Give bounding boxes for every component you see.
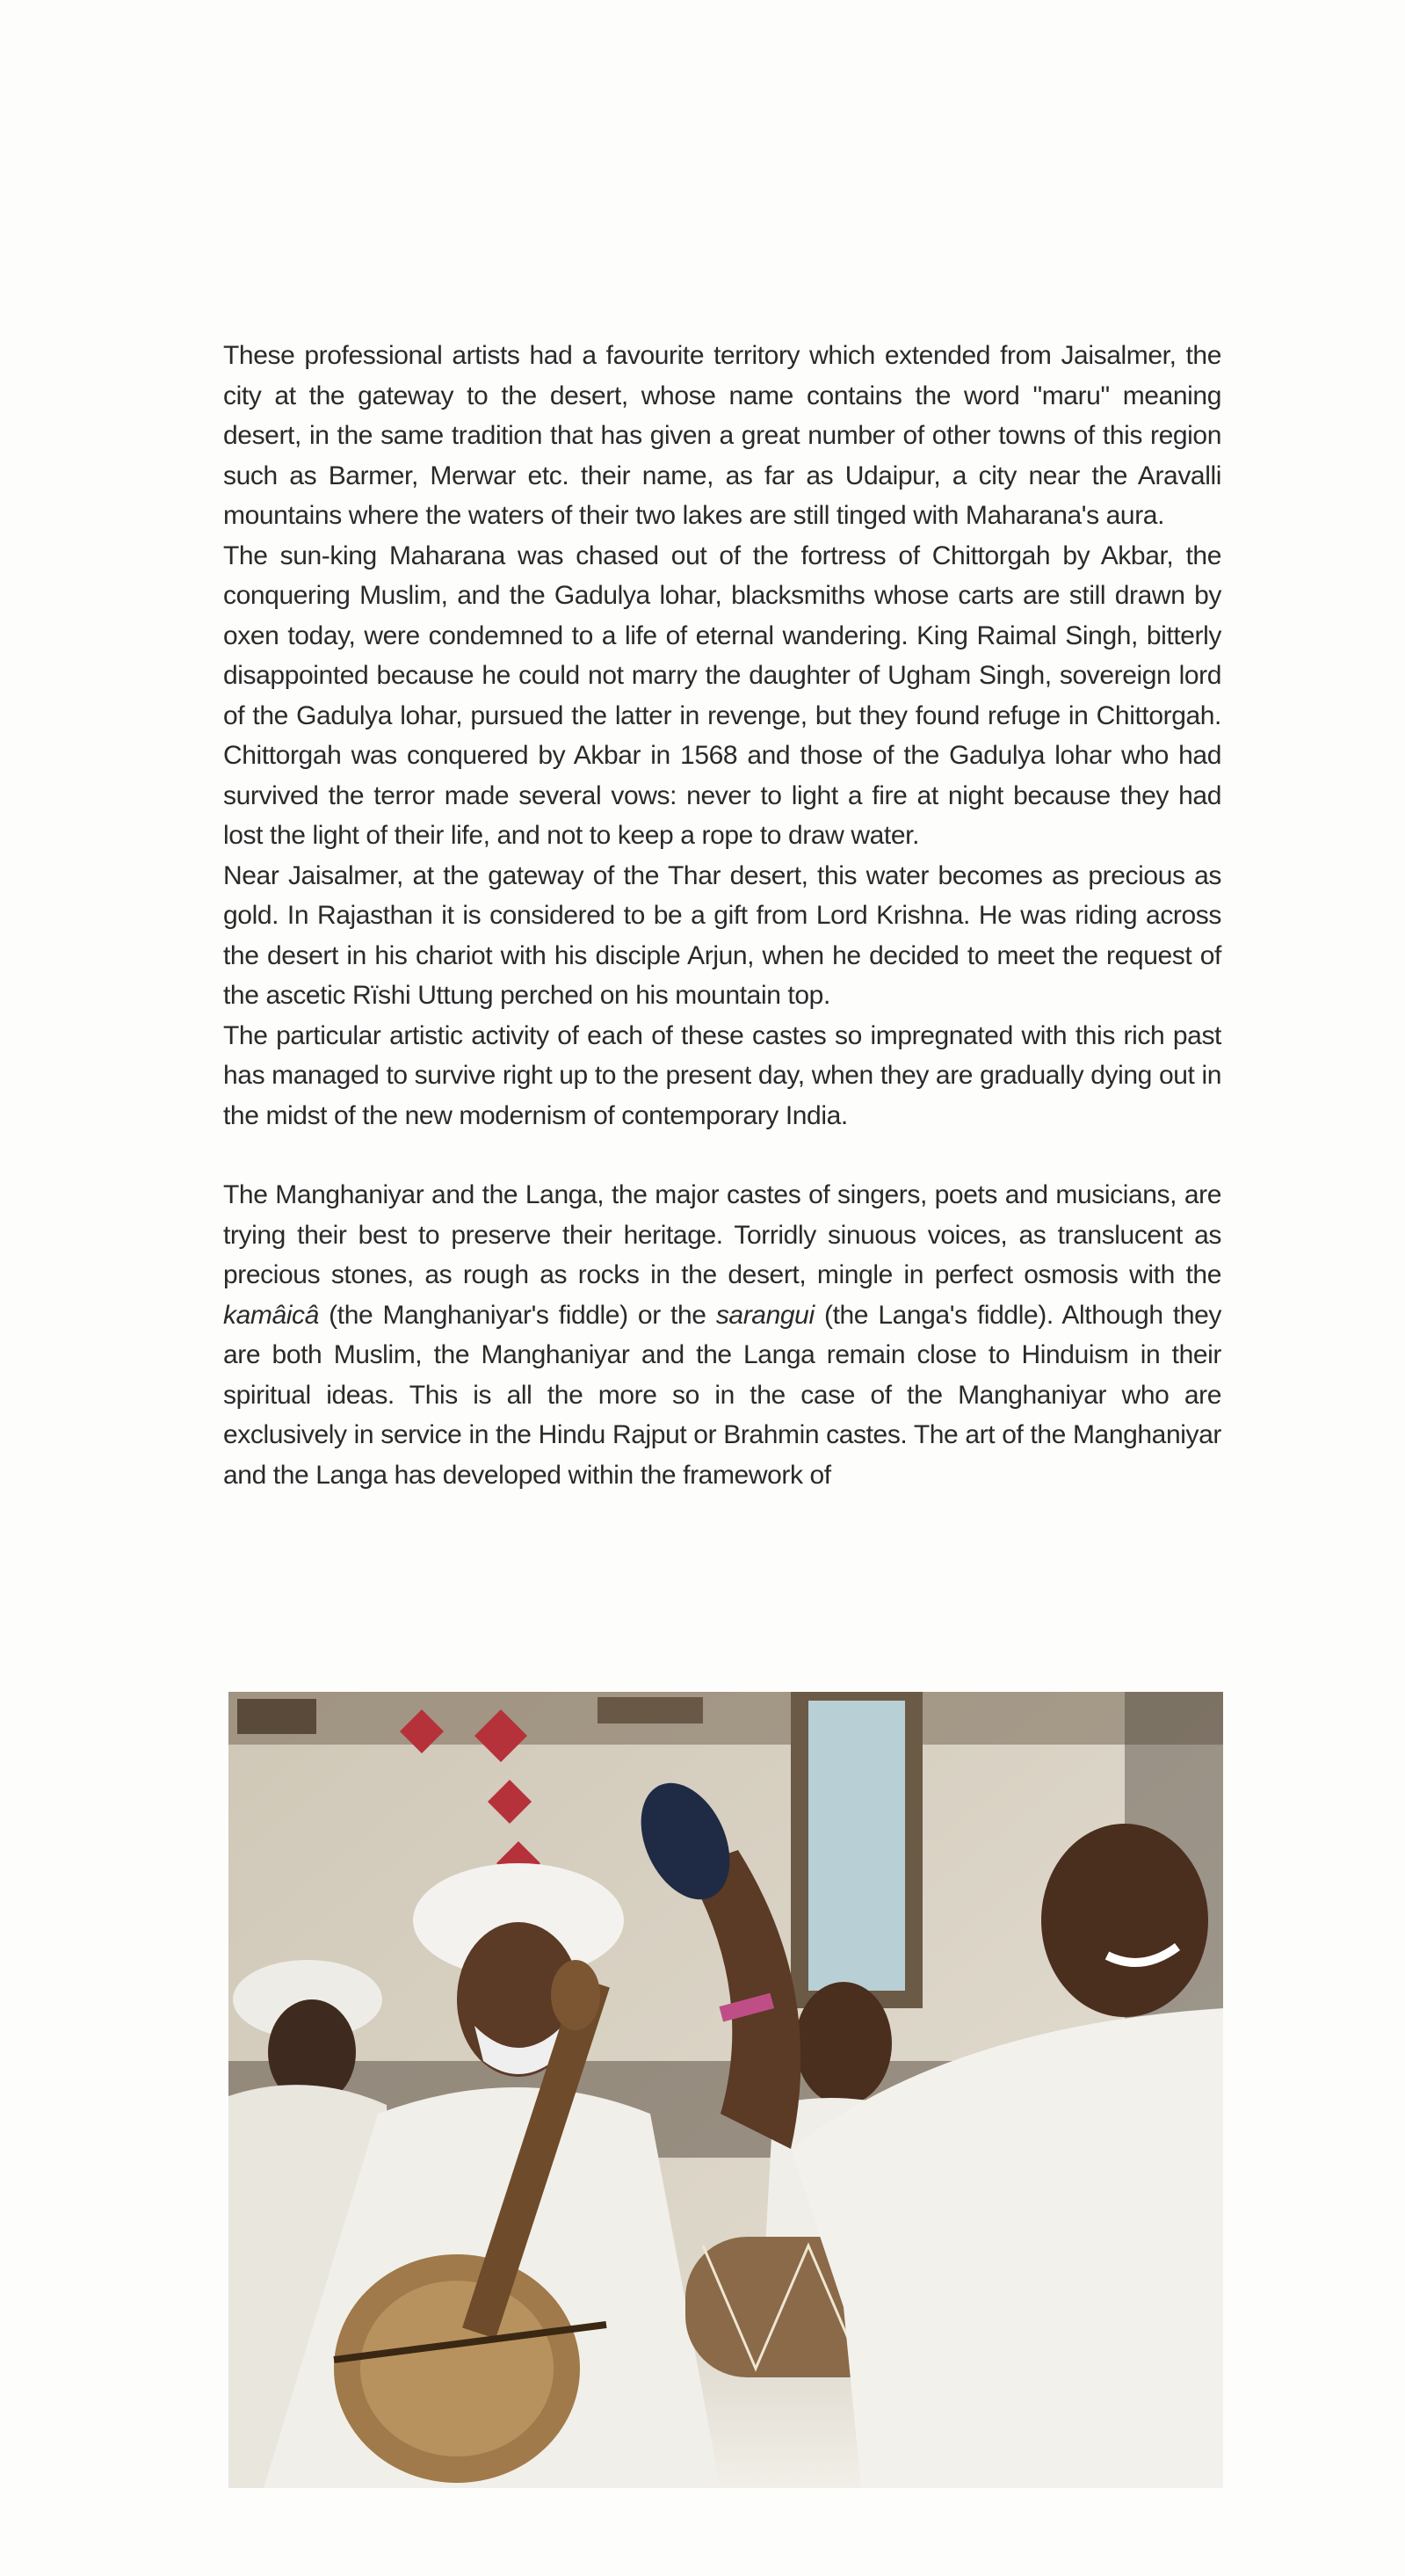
shelf-object: [237, 1699, 316, 1734]
shelf-shape: [228, 1692, 1223, 1745]
paragraph-1c: Near Jaisalmer, at the gateway of the Thar desert, this water becomes as precious as gold. In Rajasthan it is considered to be a gift from Lord Krishna. He was riding across the desert in his chariot with his disciple Arjun, when he decided to meet the request of the ascetic Rïshi Uttung perched on his mountain top.: [223, 860, 1221, 1010]
musicians-photo-icon: [228, 1692, 1223, 2488]
term-kamaica: kamâicâ: [223, 1300, 319, 1330]
shelf-object: [597, 1697, 703, 1723]
paragraph-1b: The sun-king Maharana was chased out of the fortress of Chittorgah by Akbar, the conquering Muslim, and the Gadulya lohar, blacksmiths whose carts are still drawn by oxen today, were condemned to a life of eternal wandering. King Raimal Singh, bitterly disappointed because he could not marry the daughter of Ugham Singh, sovereign lord of the Gadulya lohar, pursued the latter in revenge, but they found refuge in Chittorgah. Chittorgah was conquered by Akbar in 1568 and those of the Gadulya lohar who had survived the terror made several vows: never to light a fire at night because they had lost the light of their life, and not to keep a rope to draw water.: [223, 541, 1221, 850]
paragraph-1a: These professional artists had a favourite territory which extended from Jaisalmer, the city at the gateway to the desert, whose name contains the word "maru" meaning desert, in the same tradition that has given a great number of other towns of this region such as Barmer, Merwar etc. their name, as far as Udaipur, a city near the Aravalli mountains where the waters of their two lakes are still tinged with Maharana's aura.: [223, 341, 1221, 530]
term-sarangui: sarangui: [715, 1300, 815, 1330]
paragraph-2-part-a: The Manghaniyar and the Langa, the major castes of singers, poets and musicians, are trying their best to preserve their heritage. Torridly sinuous voices, as translucent as precious stones, as rough as rocks in the desert, mingle in perfect osmosis with the: [223, 1180, 1221, 1289]
paragraph-1d: The particular artistic activity of each of these castes so impregnated with this rich past has managed to survive right up to the present day, when they are gradually dying out in the midst of the new modernism of contemporary India.: [223, 1020, 1221, 1130]
paragraph-2-part-b: (the Manghaniyar's fiddle) or the: [318, 1300, 716, 1330]
paragraph-2: [223, 1175, 1221, 1495]
paragraph-2-part-c: (the Langa's fiddle). Although they are both Muslim, the Manghaniyar and the Langa remain close to Hinduism in their spiritual ideas. This is all the more so in the case of the Manghaniyar who are exclusively in service in the Hindu Rajput or Brahmin castes. The art of the Manghaniyar and the Langa has developed within the framework of: [223, 1300, 1221, 1490]
body-text: [223, 336, 1221, 1495]
musicians-photo: [228, 1692, 1223, 2488]
window-glass: [808, 1701, 905, 1991]
